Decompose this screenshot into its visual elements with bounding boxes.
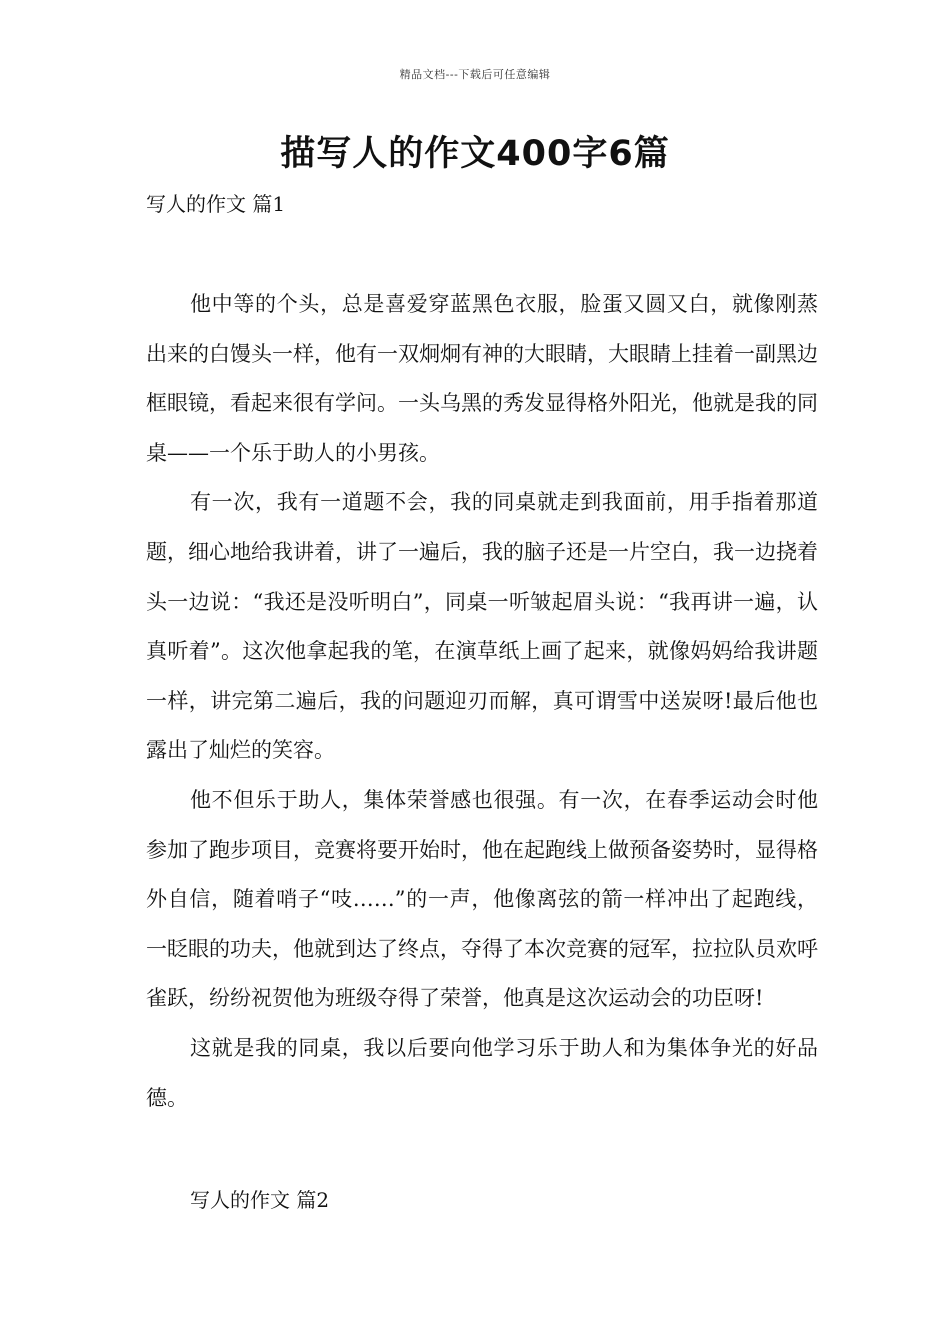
paragraph-3: 他不但乐于助人，集体荣誉感也很强。有一次，在春季运动会时他参加了跑步项目，竞赛将要开始时，他在起跑线上做预备姿势时，显得格外自信，随着哨子“吱……”的一声，他像离弦的箭一样冲出了起跑线，一眨眼的功夫，他就到达了终点，夺得了本次竞赛的冠军，拉拉队员欢呼雀跃，纷纷祝贺他为班级夺得了荣誉，他真是这次运动会的功臣呀! — [146, 787, 818, 1011]
paragraph-4: 这就是我的同桌，我以后要向他学习乐于助人和为集体争光的好品德。 — [146, 1035, 818, 1110]
header-note: 精品文档---下载后可任意编辑 — [399, 68, 551, 81]
document-title: 描写人的作文400字6篇 — [280, 134, 670, 174]
section-heading-2: 写人的作文 篇2 — [190, 1188, 330, 1212]
section-heading-1: 写人的作文 篇1 — [146, 192, 286, 216]
essay-body — [146, 280, 818, 1123]
paragraph-2: 有一次，我有一道题不会，我的同桌就走到我面前，用手指着那道题，细心地给我讲着，讲了一遍后，我的脑子还是一片空白，我一边挠着头一边说：“我还是没听明白”，同桌一听皱起眉头说：“我再讲一遍，认真听着”。这次他拿起我的笔，在演草纸上画了起来，就像妈妈给我讲题一样，讲完第二遍后，我的问题迎刃而解，真可谓雪中送炭呀!最后他也露出了灿烂的笑容。 — [146, 490, 818, 763]
paragraph-1: 他中等的个头，总是喜爱穿蓝黑色衣服，脸蛋又圆又白，就像刚蒸出来的白馒头一样，他有一双炯炯有神的大眼睛，大眼睛上挂着一副黑边框眼镜，看起来很有学问。一头乌黑的秀发显得格外阳光，他就是我的同桌——一个乐于助人的小男孩。 — [146, 292, 818, 465]
